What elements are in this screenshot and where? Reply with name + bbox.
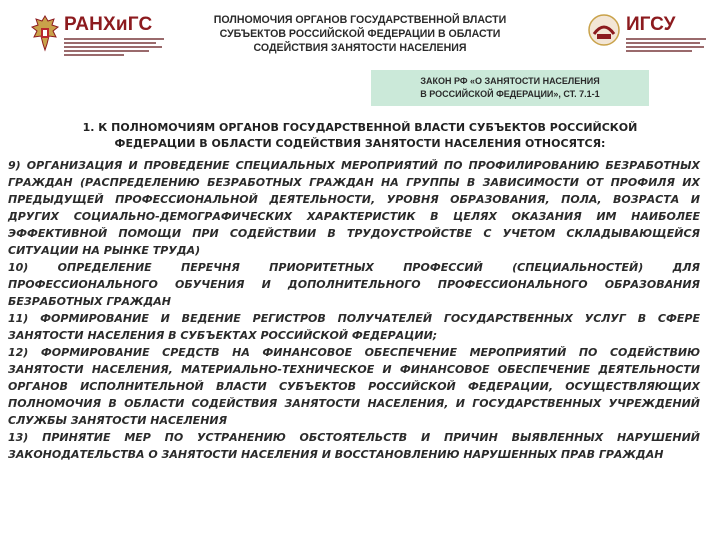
list-item: 11) ФОРМИРОВАНИЕ И ВЕДЕНИЕ РЕГИСТРОВ ПОЛУЧАТЕЛЕЙ ГОСУДАРСТВЕННЫХ УСЛУГ В СФЕРЕ ЗАНЯТОСТИ НАСЕЛЕНИЯ В СУБЪЕКТАХ РОССИЙСКОЙ ФЕДЕРАЦИИ; <box>8 312 700 342</box>
powers-list <box>8 157 700 463</box>
section-heading <box>20 120 700 152</box>
igsu-logo-fine-print <box>626 38 706 54</box>
slide-title-line: ПОЛНОМОЧИЯ ОРГАНОВ ГОСУДАРСТВЕННОЙ ВЛАСТИ <box>213 14 507 26</box>
section-heading-line: 1. К ПОЛНОМОЧИЯМ ОРГАНОВ ГОСУДАРСТВЕННОЙ ВЛАСТИ СУБЪЕКТОВ РОССИЙСКОЙ <box>82 121 638 134</box>
slide-title <box>180 13 540 55</box>
igsu-emblem-icon <box>588 14 620 46</box>
law-reference-line: ЗАКОН РФ «О ЗАНЯТОСТИ НАСЕЛЕНИЯ <box>420 76 600 86</box>
list-item: 13) ПРИНЯТИЕ МЕР ПО УСТРАНЕНИЮ ОБСТОЯТЕЛЬСТВ И ПРИЧИН ВЫЯВЛЕННЫХ НАРУШЕНИЙ ЗАКОНОДАТЕЛЬСТВА О ЗАНЯТОСТИ НАСЕЛЕНИЯ И ВОССТАНОВЛЕНИЮ НАРУШЕННЫХ ПРАВ ГРАЖДАН <box>8 431 700 461</box>
slide-header <box>0 0 720 70</box>
slide-title-line: СУБЪЕКТОВ РОССИЙСКОЙ ФЕДЕРАЦИИ В ОБЛАСТИ <box>219 28 501 40</box>
law-reference-line: В РОССИЙСКОЙ ФЕДЕРАЦИИ», СТ. 7.1-1 <box>420 89 600 99</box>
ranepa-logo-fine-print <box>64 38 164 58</box>
ranepa-logo-name: РАНХиГС <box>64 14 153 35</box>
list-item: 12) ФОРМИРОВАНИЕ СРЕДСТВ НА ФИНАНСОВОЕ ОБЕСПЕЧЕНИЕ МЕРОПРИЯТИЙ ПО СОДЕЙСТВИЮ ЗАНЯТОСТИ НАСЕЛЕНИЯ, МАТЕРИАЛЬНО-ТЕХНИЧЕСКОЕ И ФИНАНСОВОЕ ОБЕСПЕЧЕНИЕ ДЕЯТЕЛЬНОСТИ ОРГАНОВ ИСПОЛНИТЕЛЬНОЙ ВЛАСТИ СУБЪЕКТОВ РОССИЙСКОЙ ФЕДЕРАЦИИ, ОСУЩЕСТВЛЯЮЩИХ ПОЛНОМОЧИЯ В ОБЛАСТИ СОДЕЙСТВИЯ ЗАНЯТОСТИ НАСЕЛЕНИЯ, И ГОСУДАРСТВЕННЫХ УЧРЕЖДЕНИЙ СЛУЖБЫ ЗАНЯТОСТИ НАСЕЛЕНИЯ <box>8 346 700 427</box>
list-item: 9) ОРГАНИЗАЦИЯ И ПРОВЕДЕНИЕ СПЕЦИАЛЬНЫХ МЕРОПРИЯТИЙ ПО ПРОФИЛИРОВАНИЮ БЕЗРАБОТНЫХ ГРАЖДАН (РАСПРЕДЕЛЕНИЮ БЕЗРАБОТНЫХ ГРАЖДАН НА ГРУППЫ В ЗАВИСИМОСТИ ОТ ПРОФИЛЯ ИХ ПРЕДЫДУЩЕЙ ПРОФЕССИОНАЛЬНОЙ ДЕЯТЕЛЬНОСТИ, УРОВНЯ ОБРАЗОВАНИЯ, ПОЛА, ВОЗРАСТА И ДРУГИХ СОЦИАЛЬНО-ДЕМОГРАФИЧЕСКИХ ХАРАКТЕРИСТИК В ЦЕЛЯХ ОКАЗАНИЯ ИМ НАИБОЛЕЕ ЭФФЕКТИВНОЙ ПОМОЩИ ПРИ СОДЕЙСТВИИ В ТРУДОУСТРОЙСТВЕ С УЧЕТОМ СКЛАДЫВАЮЩЕЙСЯ СИТУАЦИИ НА РЫНКЕ ТРУДА) <box>8 159 700 257</box>
law-reference-box <box>371 70 649 106</box>
list-item: 10) ОПРЕДЕЛЕНИЕ ПЕРЕЧНЯ ПРИОРИТЕТНЫХ ПРОФЕССИЙ (СПЕЦИАЛЬНОСТЕЙ) ДЛЯ ПРОФЕССИОНАЛЬНОГО ОБУЧЕНИЯ И ДОПОЛНИТЕЛЬНОГО ПРОФЕССИОНАЛЬНОГО ОБРАЗОВАНИЯ БЕЗРАБОТНЫХ ГРАЖДАН <box>8 261 700 308</box>
igsu-logo <box>588 14 708 58</box>
slide-title-line: СОДЕЙСТВИЯ ЗАНЯТОСТИ НАСЕЛЕНИЯ <box>253 42 467 54</box>
eagle-emblem-icon <box>30 14 60 54</box>
igsu-logo-name: ИГСУ <box>626 14 676 35</box>
ranepa-logo <box>30 12 170 58</box>
section-heading-line: ФЕДЕРАЦИИ В ОБЛАСТИ СОДЕЙСТВИЯ ЗАНЯТОСТИ НАСЕЛЕНИЯ ОТНОСЯТСЯ: <box>114 137 606 150</box>
